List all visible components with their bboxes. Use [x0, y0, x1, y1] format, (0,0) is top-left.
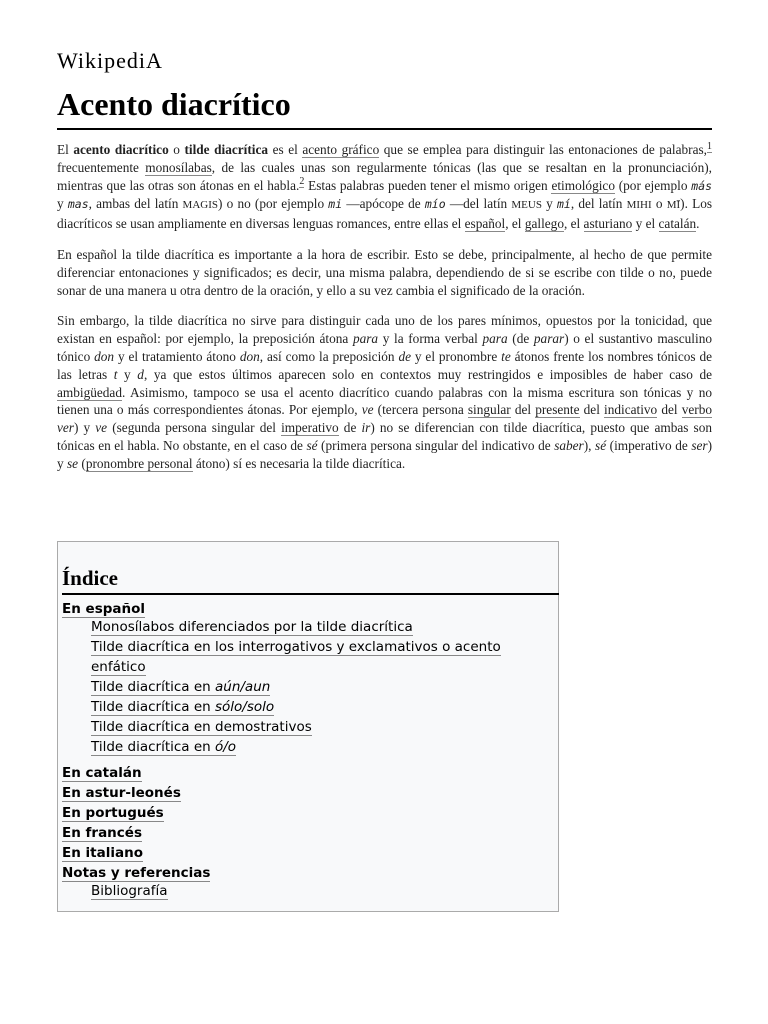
text: , así como la preposición [259, 348, 399, 364]
wikipedia-logo[interactable] [57, 48, 163, 74]
toc-item-label[interactable]: En astur-leonés [62, 785, 181, 801]
example-word: se [66, 455, 79, 471]
text: y el [632, 216, 659, 232]
text: (primera persona singular del indicativo de [317, 437, 555, 453]
toc-subitem-label[interactable] [91, 699, 274, 716]
latin-word: MIHI [626, 199, 652, 212]
text: Tilde diacrítica en los interrogativos y exclamativos o acento enfático [91, 639, 501, 675]
example-word: mi [328, 197, 343, 212]
link-verbo[interactable]: verbo [681, 402, 712, 418]
article-body [57, 141, 712, 486]
example-word: sé [595, 437, 607, 453]
toc-subitem-label[interactable] [91, 619, 413, 636]
text: (imperativo de [606, 437, 692, 453]
text: o [651, 196, 667, 212]
example-word: don [239, 348, 260, 364]
toc-subitem[interactable] [62, 637, 548, 677]
bold-term: acento diacrítico [73, 142, 169, 157]
toc-item-label[interactable]: En italiano [62, 845, 143, 861]
example-word: de [398, 348, 412, 364]
text: Monosílabos diferenciados por la tilde diacrítica [91, 619, 413, 635]
latin-word: MĪ [666, 199, 681, 212]
text: (tercera persona [373, 402, 468, 418]
example-word: parar [533, 331, 565, 347]
example-word: mí [556, 197, 571, 212]
text: , ya que estos últimos aparecen solo en contextos muy restringidos e imposibles de haber caso de [143, 366, 713, 382]
toc-item[interactable] [62, 825, 548, 841]
example-word: ve [361, 402, 374, 418]
link-ambiguedad[interactable]: ambigüedad [57, 384, 122, 400]
text: Tilde diacrítica en [91, 699, 215, 715]
example-word: ver [57, 420, 74, 436]
text: ). Los diacríticos se usan ampliamente en diversas lenguas romances, entre ellas el [57, 196, 713, 232]
text: del [510, 402, 536, 418]
text: ) no se diferencian con tilde diacrítica, puesto que ambas son tónicas en el habla. No obstante, en el caso de [57, 420, 712, 453]
italic-text: ó/o [215, 739, 237, 755]
toc-sublist [62, 617, 548, 757]
text: , del latín [570, 196, 627, 212]
text: Sin embargo, la tilde diacrítica no sirve para distinguir cada uno de los pares mínimos, opuestos por la tonicidad, que existan en español: por ejemplo, la preposición átona [57, 313, 712, 347]
text: —apócope de [342, 196, 425, 212]
table-of-contents [57, 541, 559, 912]
text: y la forma verbal [378, 331, 483, 347]
example-word: ve [95, 420, 108, 436]
text: ), [583, 437, 596, 453]
toc-subitem[interactable] [62, 697, 548, 717]
paragraph-importance: En español la tilde diacrítica es importante a la hora de escribir. Esto se debe, principalmente, al hecho de que permite diferenciar entonaciones y significados; es decir, una misma palabra, dependiendo de si se escribe con tilde o no, puede sonar de una manera u otra dentro de la oración, y ello a su vez cambia el significado de la oración. [57, 246, 712, 298]
text: , el [505, 216, 525, 232]
text: ) o no (por ejemplo [218, 196, 329, 212]
toc-item-label[interactable]: En portugués [62, 805, 164, 821]
text: y el tratamiento átono [114, 348, 240, 364]
link-etimologico[interactable]: etimológico [551, 177, 615, 193]
example-word: más [691, 178, 713, 193]
text: Tilde diacrítica en [91, 679, 215, 695]
text: (por ejemplo [614, 177, 692, 193]
text: átono) sí es necesaria la tilde diacrítica. [192, 455, 406, 471]
toc-item[interactable] [62, 805, 548, 821]
toc-sublist [62, 881, 548, 901]
logo-text: WikipediA [57, 48, 163, 73]
text: El [57, 142, 74, 157]
text: , el [563, 216, 584, 232]
example-word: t [113, 366, 118, 382]
toc-subitem-label[interactable] [91, 679, 270, 696]
toc-subitem-label[interactable] [91, 719, 312, 736]
paragraph-intro [57, 141, 712, 233]
toc-item[interactable] [62, 765, 548, 781]
example-word: sé [306, 437, 318, 453]
toc-item[interactable] [62, 785, 548, 801]
text: ) y [73, 420, 96, 436]
link-acento-grafico[interactable]: acento gráfico [302, 142, 380, 157]
page-title: Acento diacrítico [57, 84, 712, 130]
text: Tilde diacrítica en [91, 739, 215, 755]
example-word: ir [361, 420, 371, 436]
toc-subitem[interactable] [62, 881, 548, 901]
text: —del latín [445, 196, 512, 212]
example-word: para [482, 331, 508, 347]
text: que se emplea para distinguir las entonaciones de palabras, [379, 142, 707, 157]
text: ( [78, 455, 86, 471]
link-catalan[interactable]: catalán [658, 216, 697, 232]
text: . Asimismo, tampoco se usa el acento diacrítico cuando palabras con la misma escritura son tónicas y no tienen una o más correspondientes átonas. Por ejemplo, [57, 384, 712, 418]
toc-item-label[interactable]: En francés [62, 825, 142, 841]
toc-subitem[interactable] [62, 617, 548, 637]
toc-item-label[interactable]: En español [62, 601, 146, 617]
link-asturiano[interactable]: asturiano [583, 216, 633, 232]
text: ) o el sustantivo masculino tónico [57, 331, 712, 364]
toc-item[interactable] [62, 601, 548, 757]
toc-subitem-label[interactable]: Bibliografía [91, 883, 168, 899]
toc-item[interactable] [62, 845, 548, 861]
text: del [579, 402, 605, 418]
text: de [338, 420, 362, 436]
toc-subitem[interactable] [62, 677, 548, 697]
latin-word: MAGIS [182, 199, 218, 212]
text: . [696, 216, 700, 232]
toc-title: Índice [62, 552, 559, 595]
example-word: ser [691, 437, 708, 453]
link-espanol[interactable]: español [464, 216, 506, 232]
toc-subitem-label[interactable] [91, 739, 236, 756]
link-pronombre-personal[interactable]: pronombre personal [85, 455, 193, 471]
text: y [541, 196, 557, 212]
text: y el pronombre [411, 348, 502, 364]
text: (de [507, 331, 534, 347]
toc-item[interactable] [62, 865, 548, 901]
text: frecuentemente [57, 159, 146, 175]
bold-term: tilde diacrítica [184, 142, 269, 157]
toc-subitem[interactable] [62, 737, 548, 757]
toc-subitem[interactable] [62, 717, 548, 737]
italic-text: aún/aun [215, 679, 271, 695]
toc-item-label[interactable]: Notas y referencias [62, 865, 211, 881]
text: y [117, 366, 138, 382]
text: (segunda persona singular del [107, 420, 282, 436]
text: es el [268, 142, 303, 157]
text: átonos frente los nombres tónicos de las letras [57, 348, 713, 382]
example-word: mas [67, 197, 89, 212]
reference-1[interactable]: 1 [706, 140, 712, 152]
toc-subitem-label[interactable] [91, 639, 501, 676]
example-word: mío [424, 197, 446, 212]
example-word: para [352, 331, 379, 347]
link-monosilabas[interactable]: monosílabas [145, 159, 212, 175]
text: , ambas del latín [88, 196, 183, 212]
paragraph-minimal-pairs [57, 312, 712, 472]
example-word: don [94, 348, 115, 364]
link-imperativo[interactable]: imperativo [281, 420, 339, 436]
toc-item-label[interactable]: En catalán [62, 765, 142, 781]
latin-word: MEUS [511, 199, 542, 212]
text: ) y [57, 437, 713, 471]
link-indicativo[interactable]: indicativo [604, 402, 658, 418]
text: del [657, 402, 682, 418]
reference-2[interactable]: 2 [299, 176, 305, 188]
text: Tilde diacrítica en demostrativos [91, 719, 312, 735]
link-singular[interactable]: singular [467, 402, 511, 418]
italic-text: sólo/solo [215, 699, 275, 715]
toc-list [62, 601, 548, 901]
link-gallego[interactable]: gallego [524, 216, 564, 232]
text: o [168, 142, 185, 157]
text: , de las cuales unas son regularmente tónicas (las que se resaltan en la pronunciación), mientras que las otras son átonas en el habla. [57, 159, 712, 193]
link-presente[interactable]: presente [535, 402, 580, 418]
example-word: d [137, 366, 144, 382]
text: Estas palabras pueden tener el mismo origen [304, 177, 552, 193]
example-word: saber [554, 437, 584, 453]
text: y [57, 196, 68, 212]
example-word: te [501, 348, 511, 364]
